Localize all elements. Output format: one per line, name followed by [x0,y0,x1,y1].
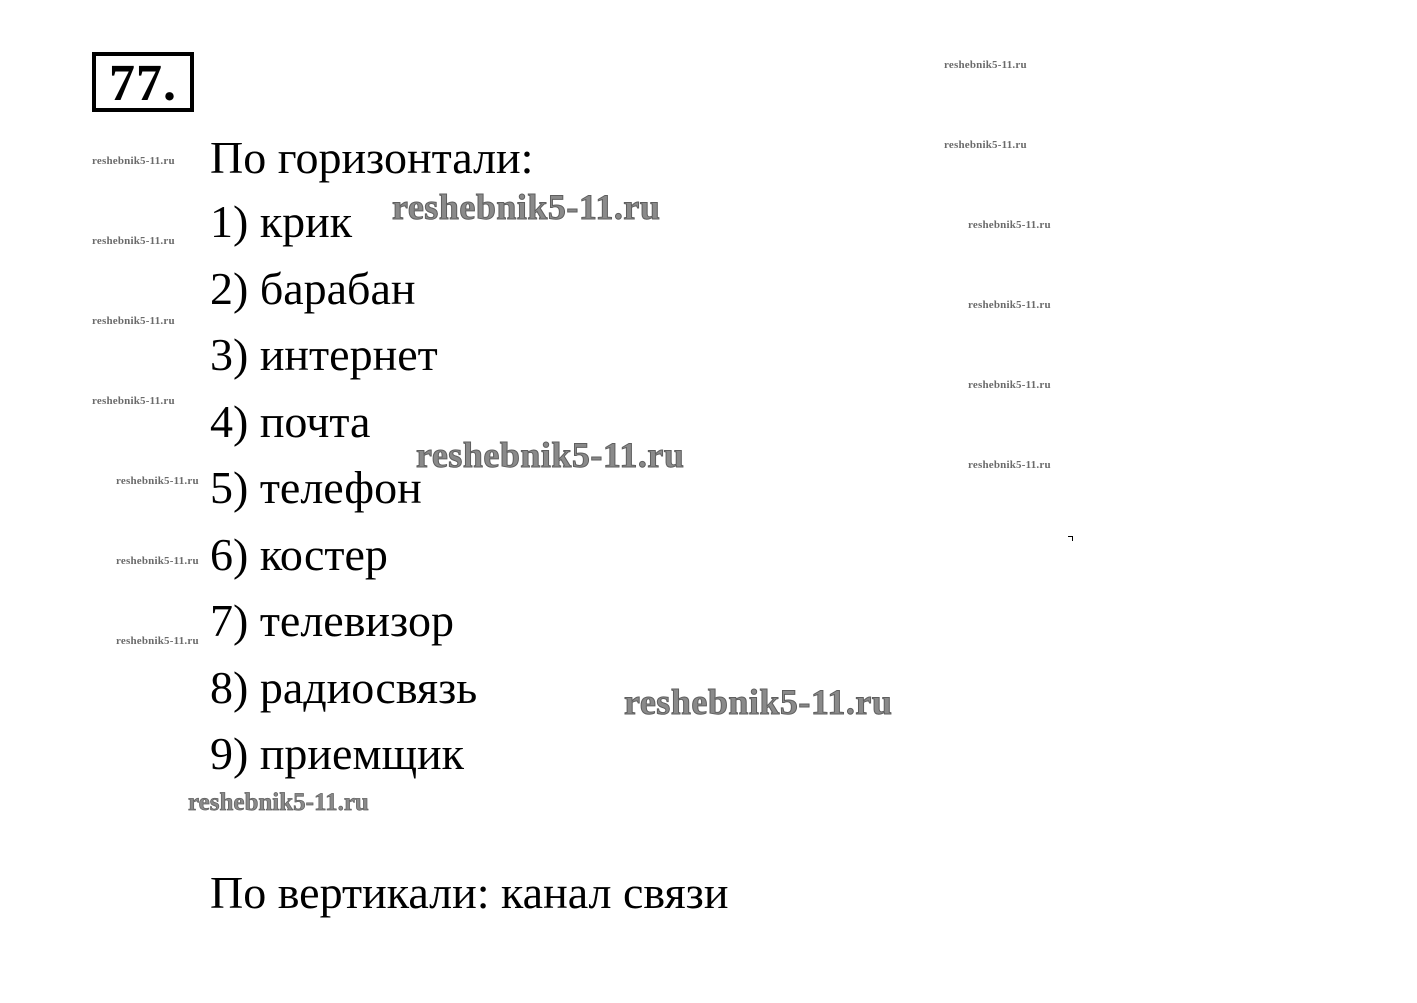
horizontal-title: По горизонтали: [210,132,534,183]
watermark-large: reshebnik5-11.ru [624,682,893,722]
answer-item: 6) костер [210,528,388,580]
watermark: reshebnik5-11.ru [944,139,1027,151]
watermark: reshebnik5-11.ru [92,315,175,327]
answer-item: 4) почта [210,395,371,447]
watermark: reshebnik5-11.ru [92,395,175,407]
horizontal-answer-list [210,197,477,796]
answer-item: 5) телефон [210,462,422,513]
watermark-large: reshebnik5-11.ru [416,435,685,475]
watermark: reshebnik5-11.ru [944,59,1027,71]
watermark: reshebnik5-11.ru [968,379,1051,391]
watermark: reshebnik5-11.ru [968,299,1051,311]
task-number: 77. [92,52,194,112]
watermark-large: reshebnik5-11.ru [392,187,661,227]
watermark: reshebnik5-11.ru [116,555,199,567]
answer-item: 7) телевизор [210,595,454,646]
watermark: reshebnik5-11.ru [968,219,1051,231]
answer-item: 9) приемщик [210,728,464,779]
answer-item: 1) крик [210,196,353,247]
answer-item: 3) интернет [210,329,438,380]
watermark: reshebnik5-11.ru [92,235,175,247]
watermark: reshebnik5-11.ru [116,475,199,487]
watermark-medium: reshebnik5-11.ru [188,789,369,816]
watermark: reshebnik5-11.ru [92,155,175,167]
scan-artifact [1068,536,1073,541]
answer-item: 2) барабан [210,262,416,314]
vertical-answer: По вертикали: канал связи [210,867,729,918]
watermark: reshebnik5-11.ru [116,635,199,647]
watermark: reshebnik5-11.ru [968,459,1051,471]
answer-item: 8) радиосвязь [210,661,478,713]
